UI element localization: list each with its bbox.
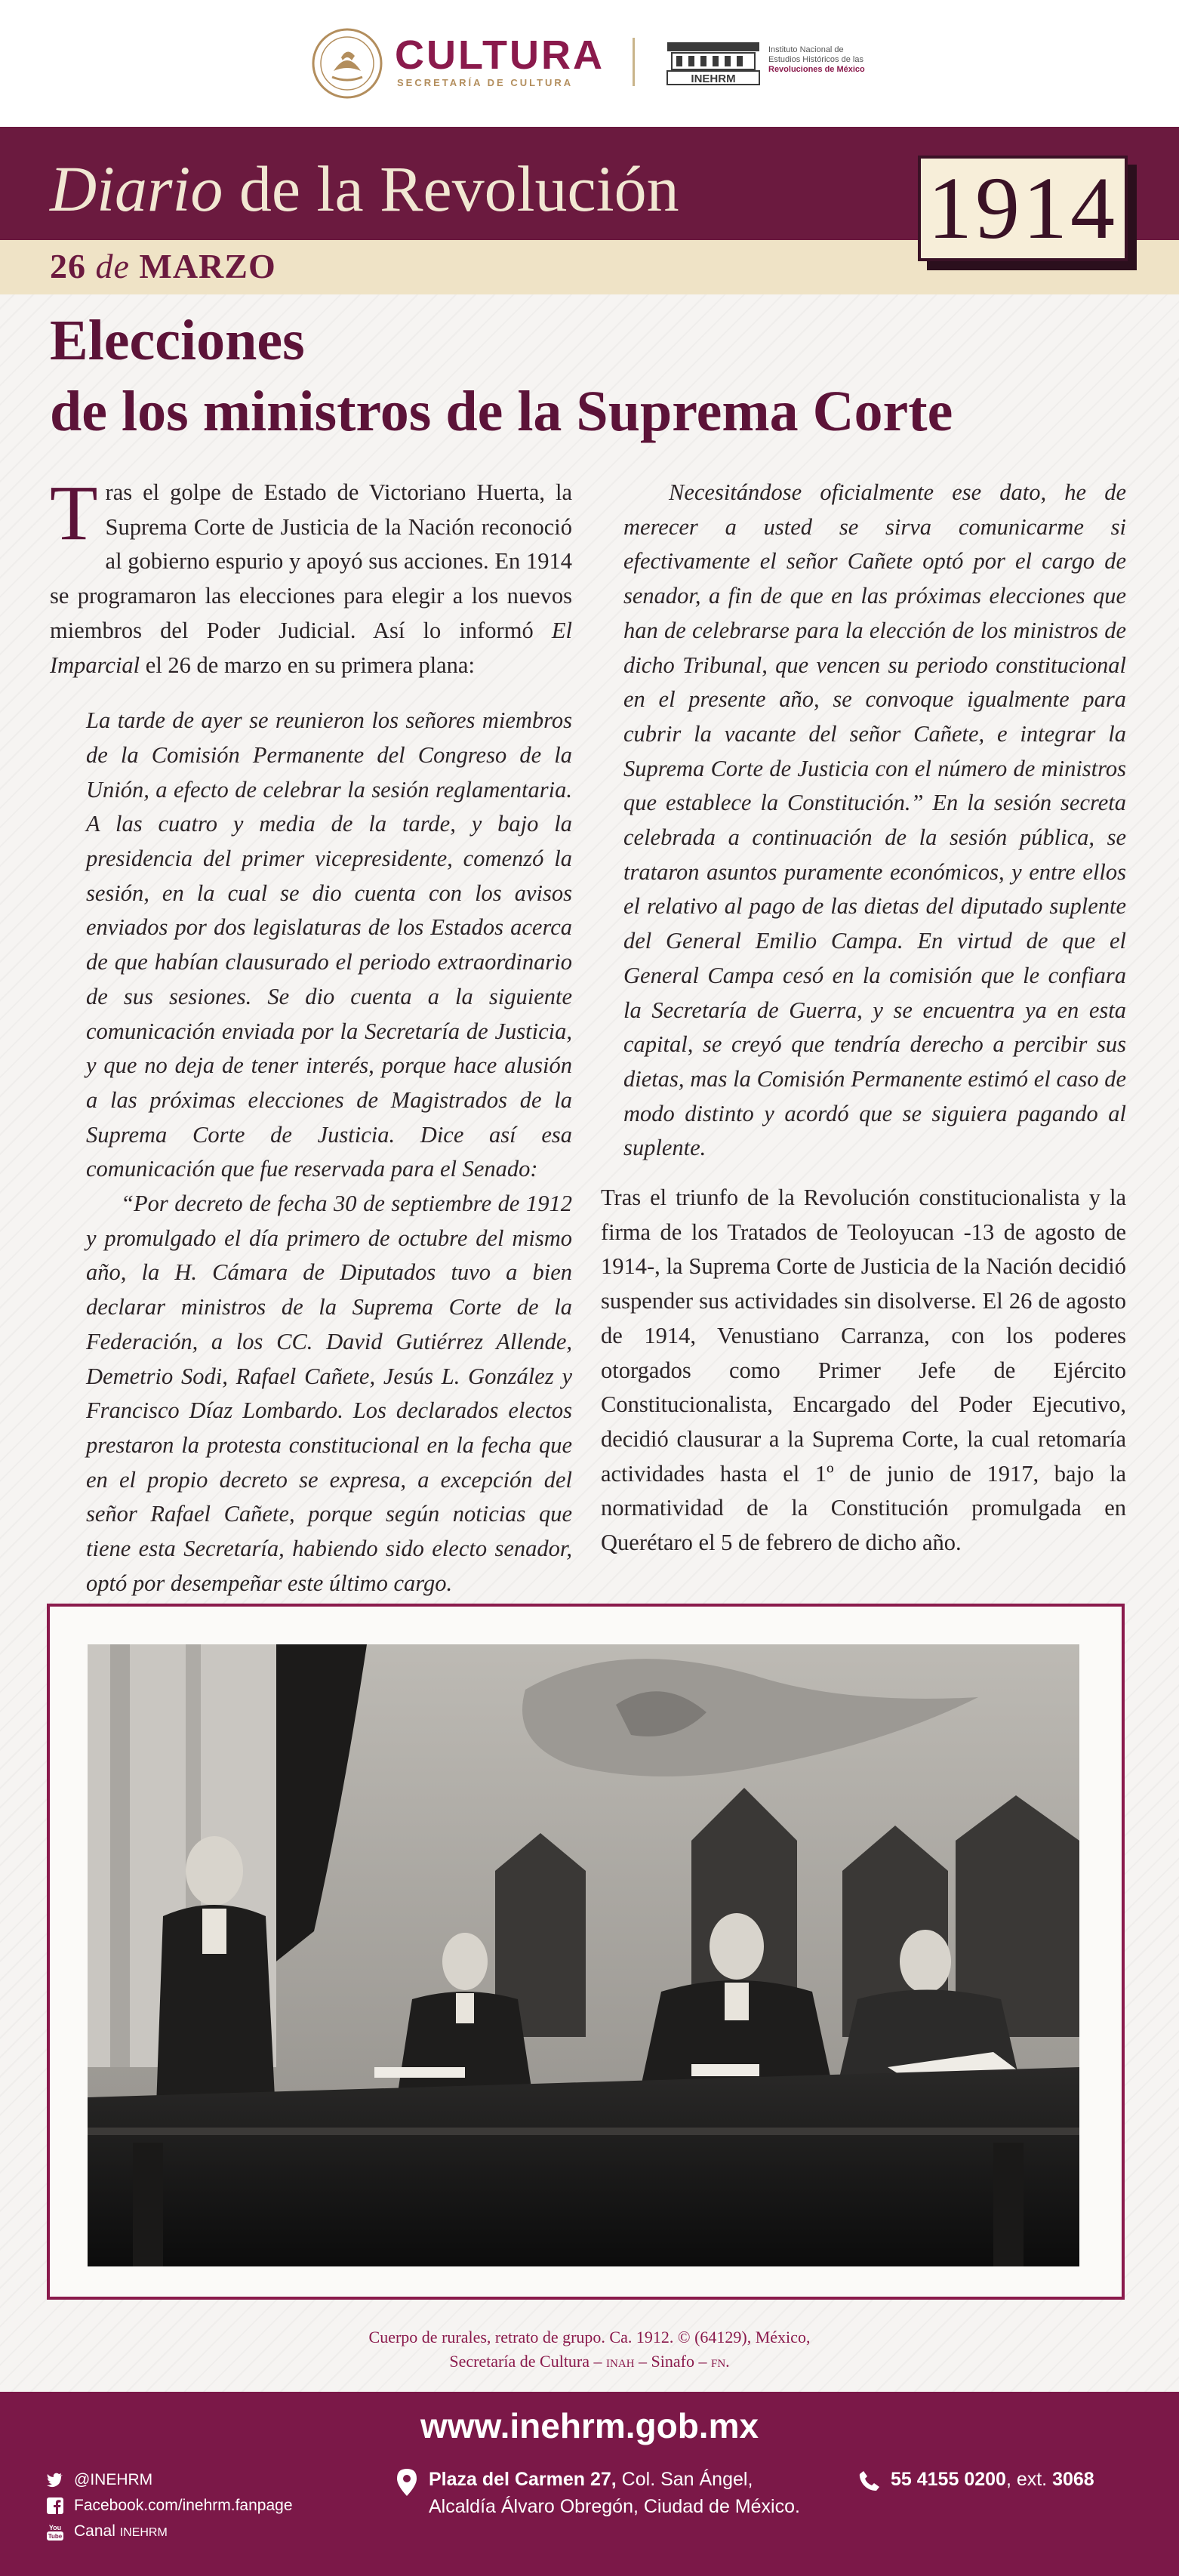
intro-text-end: el 26 de marzo en su primera plana: — [140, 652, 475, 678]
newspaper-name: El Imparcial — [50, 617, 572, 678]
logo-divider — [633, 38, 635, 86]
address-line-2: Alcaldía Álvaro Obregón, Ciudad de México. — [429, 2496, 800, 2517]
address-street: Plaza del Carmen 27, — [429, 2469, 617, 2490]
cultura-wordmark: CULTURA — [395, 32, 605, 78]
twitter-handle: @INEHRM — [74, 2471, 153, 2488]
date-day: 26 — [50, 247, 86, 285]
quote-paragraph-1: La tarde de ayer se reunieron los señores miembros de la Comisión Permanente del Congreso de la Unión, a efecto de celebrar la sesión reglamentaria. A las cuatro y media de la tarde, y bajo la presidencia del primer vicepresidente, comenzó la sesión, en la cual se dio cuenta con los avisos enviados por dos legislaturas de los Estados acerca de que habían clausurado el periodo extraordinario de sus sesiones. Se dio cuenta a la siguiente comunicación enviada por la Secretaría de Justicia, y que no deja de tener interés, porque hace alusión a las próximas elecciones de Magistrados de la Suprema Corte de Justicia. Dice así esa comunicación que fue reservada para el Senado: — [86, 707, 572, 1182]
caption-line-2 — [226, 2350, 953, 2374]
address-line-1 — [429, 2466, 800, 2493]
closing-paragraph: Tras el triunfo de la Revolución constitucionalista y la firma de los Tratados de Teoloyucan -13 de agosto de 1914-, la Suprema Corte de Justicia de la Nación decidió suspender sus actividades sin disolverse. El 26 de agosto de 1914, Venustiano Carranza, con los poderes otorgados como Primer Jefe de Ejército Constitucionalista, Encargado del Poder Ejecutivo, decidió clausurar a la Suprema Corte, la cual retomaría actividades hasta el 1º de junio de 1917, bajo la normatividad de la Constitución promulgada en Querétaro el 5 de febrero de dicho año. — [601, 1185, 1126, 1556]
inehrm-line-3: Revoluciones de México — [768, 65, 865, 74]
series-title-italic: Diario — [50, 153, 223, 225]
series-title-rest: de la Revolución — [223, 153, 679, 225]
phone-ext: 3068 — [1052, 2469, 1094, 2490]
series-title — [50, 151, 679, 226]
inehrm-line-2: Estudios Históricos de las — [768, 55, 863, 64]
intro-paragraph — [50, 470, 572, 683]
intro-text: ras el golpe de Estado de Victoriano Huerta, la Suprema Corte de Justicia de la Nación reconoció al gobierno espurio y apoyó sus acciones. En 1914 se programaron las elecciones para elegir a los nuevos miembros del Poder Judicial. Así lo informó — [50, 479, 572, 643]
inehrm-acronym: INEHRM — [691, 72, 736, 85]
date-connector: de — [95, 247, 130, 285]
phone-number[interactable] — [891, 2466, 1094, 2493]
facebook-url: Facebook.com/inehrm.fanpage — [74, 2497, 293, 2514]
caption-credit-end: . — [725, 2352, 730, 2371]
youtube-link[interactable] — [47, 2519, 293, 2546]
phone-main: 55 4155 0200 — [891, 2469, 1006, 2490]
twitter-icon — [47, 2473, 63, 2488]
date-month: MARZO — [139, 247, 276, 285]
youtube-icon — [47, 2523, 63, 2541]
inehrm-line-1: Instituto Nacional de — [768, 45, 844, 54]
address-colonia: Col. San Ángel, — [616, 2469, 753, 2490]
article-title-line-2: de los ministros de la Suprema Corte — [50, 380, 953, 443]
caption-credit-a: Secretaría de Cultura – — [449, 2352, 607, 2371]
article-title-line-1: Elecciones — [50, 309, 305, 372]
youtube-channel-name: INEHRM — [119, 2526, 168, 2539]
issue-date — [50, 246, 276, 286]
facebook-icon — [47, 2497, 63, 2514]
quote-paragraph-3: Necesitándose oficialmente ese dato, he de merecer a usted se sirva comunicarme si efectivamente el señor Cañete optó por el cargo de senador, a fin de que en las próximas elecciones que han de celebrarse para la elección de los ministros de dicho Tribunal, que vencen su periodo constitucional en el presente año, se convoque igualmente para cubrir la vacante del señor Cañete, e integrar la Suprema Corte de Justicia con el número de ministros que establece la Constitución.” En la sesión secreta celebrada a continuación de la sesión pública, se trataron asuntos puramente económicos, y entre ellos el relativo al pago de las dietas del diputado suplente del General Emilio Campa. En virtud de que el General Campa cesó en la comisión que le confiara la Secretaría de Guerra, y se encuentra ya en esta capital, se creyó que tendría derecho a percibir sus dietas, mas la Comisión Permanente estimó el caso de modo distinto y acordó que se siguiera pagando al suplente. — [623, 479, 1126, 1161]
caption-credit-fn: fn — [710, 2352, 726, 2371]
cultura-subtitle: SECRETARÍA DE CULTURA — [397, 77, 574, 88]
website-link[interactable]: www.inehrm.gob.mx — [420, 2406, 759, 2445]
caption-line-1: Cuerpo de rurales, retrato de grupo. Ca. 1912. © (64129), México, — [368, 2328, 811, 2346]
inehrm-building-icon — [664, 39, 762, 86]
article-column-right — [601, 476, 1126, 1561]
caption-credit-inah: inah — [606, 2352, 635, 2371]
facebook-link[interactable] — [47, 2493, 293, 2519]
address — [429, 2466, 800, 2520]
youtube-channel — [74, 2519, 168, 2546]
phone-ext-label: , ext. — [1005, 2469, 1053, 2490]
historical-photo — [88, 1644, 1079, 2266]
social-links — [47, 2467, 293, 2546]
photo-caption — [226, 2325, 953, 2374]
inehrm-name — [768, 45, 865, 75]
svg-text:You: You — [48, 2524, 62, 2531]
article-column-left — [50, 470, 572, 1601]
seal-icon — [311, 27, 383, 100]
phone-icon — [859, 2470, 880, 2491]
quote-paragraph-2: “Por decreto de fecha 30 de septiembre de 1912 y promulgado el día primero de octubre del mismo año, la H. Cámara de Diputados tuvo a bien declarar ministros de la Suprema Corte de la Federación, a los CC. David Gutiérrez Allende, Demetrio Sodi, Rafael Cañete, Jesús L. González y Francisco Díaz Lombardo. Los declarados electos prestaron la protesta constitucional en la fecha que en el propio decreto se expresa, a excepción del señor Rafael Cañete, porque según noticias que tiene esta Secretaría, habiendo sido electo senador, optó por desempeñar este último cargo. — [86, 1191, 572, 1596]
year-box: 1914 — [918, 156, 1128, 261]
location-pin-icon — [397, 2469, 417, 2496]
twitter-link[interactable] — [47, 2467, 293, 2493]
youtube-channel-prefix: Canal — [74, 2522, 120, 2540]
article-title — [50, 305, 1122, 447]
drop-cap: T — [50, 470, 98, 556]
svg-text:Tube: Tube — [48, 2533, 63, 2540]
caption-credit-b: – Sinafo – — [634, 2352, 711, 2371]
